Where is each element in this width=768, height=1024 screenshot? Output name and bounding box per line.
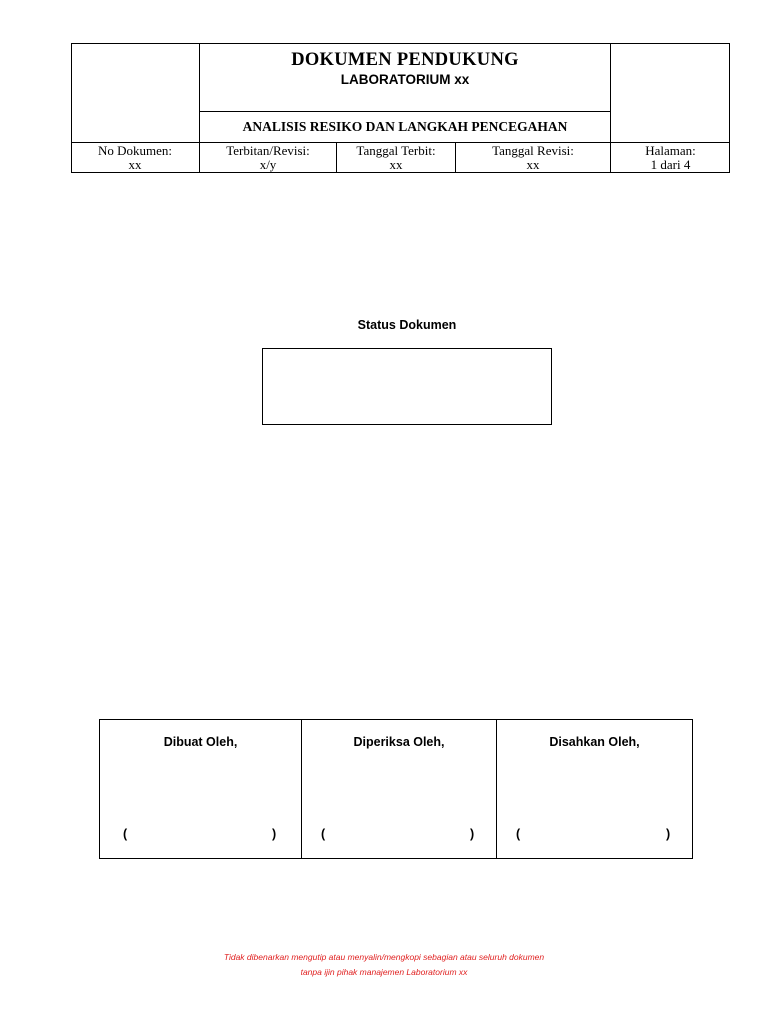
signature-paren-close: ) — [470, 827, 475, 841]
signature-cell-disahkan — [497, 720, 692, 858]
signature-paren-close: ) — [272, 827, 277, 841]
logo-cell-right — [610, 43, 730, 142]
meta-value: x/y — [259, 157, 277, 172]
meta-label: Tanggal Revisi: — [492, 143, 574, 158]
meta-value: xx — [389, 157, 403, 172]
signature-title: Disahkan Oleh, — [549, 735, 640, 749]
meta-cell-terbitan-revisi — [200, 143, 337, 173]
footer-line-2: tanpa ijin pihak manajemen Laboratorium xx — [300, 967, 468, 977]
meta-cell-halaman — [611, 143, 730, 173]
meta-cell-tanggal-terbit — [337, 143, 456, 173]
signature-paren-open: ( — [123, 827, 128, 841]
header-title-block — [200, 43, 610, 112]
signature-cell-dibuat — [100, 720, 302, 858]
logo-cell-left — [71, 43, 200, 142]
meta-label: Tanggal Terbit: — [356, 143, 436, 158]
signature-paren-close: ) — [666, 827, 671, 841]
document-title: DOKUMEN PENDUKUNG — [291, 50, 519, 70]
meta-value: xx — [128, 157, 142, 172]
meta-label: Terbitan/Revisi: — [226, 143, 310, 158]
status-dokumen-box — [262, 348, 552, 425]
meta-value: 1 dari 4 — [650, 157, 691, 172]
document-header-table — [71, 43, 730, 173]
meta-cell-tanggal-revisi — [456, 143, 611, 173]
footer-disclaimer — [100, 950, 668, 980]
signature-title: Dibuat Oleh, — [163, 735, 238, 749]
meta-value: xx — [526, 157, 540, 172]
signature-cell-diperiksa — [302, 720, 497, 858]
meta-cell-no-dokumen — [71, 143, 200, 173]
footer-line-1: Tidak dibenarkan mengutip atau menyalin/mengkopi sebagian atau seluruh dokumen — [223, 952, 545, 962]
laboratory-name: LABORATORIUM xx — [340, 72, 470, 87]
status-dokumen-label: Status Dokumen — [357, 318, 457, 332]
signature-paren-open: ( — [516, 827, 521, 841]
signature-table — [99, 719, 693, 859]
signature-paren-open: ( — [321, 827, 326, 841]
meta-label: No Dokumen: — [97, 143, 173, 158]
meta-label: Halaman: — [645, 143, 696, 158]
document-subject: ANALISIS RESIKO DAN LANGKAH PENCEGAHAN — [242, 119, 568, 134]
document-meta-row — [71, 142, 730, 173]
signature-title: Diperiksa Oleh, — [353, 735, 445, 749]
